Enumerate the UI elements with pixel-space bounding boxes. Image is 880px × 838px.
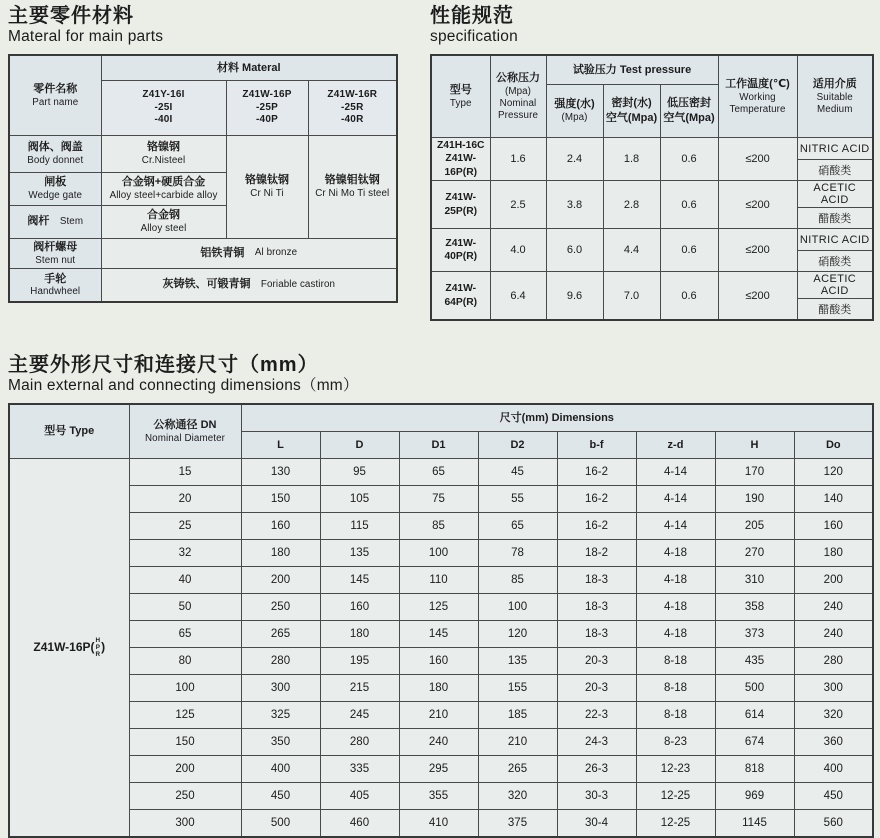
dims-type-header	[9, 404, 129, 459]
hdr-en: Suitable	[816, 91, 853, 103]
dims-group-header	[241, 404, 873, 432]
dimension-row	[9, 729, 873, 756]
dim-value: 360	[794, 729, 873, 756]
dn-value: 40	[129, 567, 241, 594]
dim-value: 265	[241, 621, 320, 648]
dim-value: 375	[478, 810, 557, 838]
dim-value: 100	[399, 540, 478, 567]
dn-value: 15	[129, 459, 241, 486]
nominal-value: 4.0	[490, 229, 546, 272]
dim-value: 4-18	[636, 621, 715, 648]
dims-body	[9, 459, 873, 838]
part-en: Stem nut	[35, 254, 76, 266]
part-zh: 阀杆	[27, 215, 50, 228]
variant-p: P	[95, 643, 100, 651]
mat-en: Foriable castiron	[260, 278, 336, 290]
mat-zh: 灰铸铁、可锻青铜	[162, 278, 251, 291]
spec-row-type	[431, 229, 490, 272]
dim-value: 205	[715, 513, 794, 540]
model-line: -40R	[341, 114, 364, 126]
col-header-L: L	[241, 432, 320, 459]
dim-value: 270	[715, 540, 794, 567]
mat-zh: 铬镍钛钢	[245, 174, 289, 187]
part-handwheel	[9, 269, 101, 303]
col-header-D: D	[320, 432, 399, 459]
part-stem	[9, 206, 101, 239]
dimension-row	[9, 783, 873, 810]
dim-value: 16-2	[557, 513, 636, 540]
dim-value: 1145	[715, 810, 794, 838]
dn-value: 50	[129, 594, 241, 621]
dim-value: 405	[320, 783, 399, 810]
dimensions-title-en: Main external and connecting dimensions（mm）	[8, 377, 359, 394]
dim-value: 500	[715, 675, 794, 702]
model-line: -25I	[154, 101, 173, 113]
spec-title	[430, 5, 872, 52]
nominal-value: 1.6	[490, 138, 546, 181]
model-header-z41w-p	[226, 81, 308, 136]
valve-type-cell	[9, 459, 129, 838]
dims-dn-header	[129, 404, 241, 459]
dim-value: 180	[320, 621, 399, 648]
dim-value: 145	[399, 621, 478, 648]
dim-value: 135	[478, 648, 557, 675]
dimensions-table	[8, 403, 874, 838]
strength-value: 3.8	[546, 181, 603, 229]
type-prefix: Z41W-16P(	[33, 640, 95, 655]
dim-value: 110	[399, 567, 478, 594]
low-seal-value: 0.6	[660, 181, 718, 229]
dim-value: 18-3	[557, 621, 636, 648]
mat-en: Cr Ni Ti	[250, 188, 284, 200]
dim-value: 240	[399, 729, 478, 756]
mat-en: Al bronze	[254, 247, 298, 259]
model-line: Z41W-16R	[327, 89, 378, 101]
hdr-en: Nominal	[499, 97, 537, 109]
hdr-en: Medium	[817, 103, 853, 115]
seal-water-air-header	[603, 85, 660, 138]
type-suffix: )	[101, 640, 106, 655]
working-temp-header	[718, 55, 797, 138]
low-seal-value: 0.6	[660, 138, 718, 181]
dim-value: 130	[241, 459, 320, 486]
nominal-value: 2.5	[490, 181, 546, 229]
dim-value: 18-3	[557, 567, 636, 594]
dimension-row	[9, 675, 873, 702]
dimension-row	[9, 513, 873, 540]
spec-section	[430, 5, 872, 321]
dn-value: 20	[129, 486, 241, 513]
dn-value: 125	[129, 702, 241, 729]
hdr-en: (Mpa)	[561, 112, 588, 124]
dimension-row	[9, 648, 873, 675]
material-cell-crniti	[226, 136, 308, 239]
dimension-row	[9, 486, 873, 513]
strength-value: 6.0	[546, 229, 603, 272]
hdr-en: Type	[449, 97, 472, 109]
dim-value: 12-23	[636, 756, 715, 783]
dim-value: 45	[478, 459, 557, 486]
dim-value: 310	[715, 567, 794, 594]
dim-value: 280	[794, 648, 873, 675]
hdr-en: Working	[739, 91, 776, 103]
mat-en: Alloy steel	[140, 223, 187, 235]
type-line: Z41W-40P(R)	[444, 237, 478, 262]
dim-value: 8-18	[636, 702, 715, 729]
dim-value: 8-23	[636, 729, 715, 756]
dim-value: 240	[794, 594, 873, 621]
dim-value: 320	[478, 783, 557, 810]
dim-value: 115	[320, 513, 399, 540]
type-line: Z41W-16P(R)	[444, 153, 478, 178]
hdr-en: Pressure	[497, 110, 538, 122]
dim-value: 969	[715, 783, 794, 810]
dim-value: 450	[241, 783, 320, 810]
dim-value: 240	[794, 621, 873, 648]
mat-en: Cr.Nisteel	[141, 155, 186, 167]
hdr-en: Nominal Diameter	[145, 432, 225, 444]
medium-zh: 硝酸类	[797, 160, 873, 181]
model-line: Z41Y-16I	[142, 89, 185, 101]
dim-value: 135	[320, 540, 399, 567]
dim-value: 18-3	[557, 594, 636, 621]
spec-row-type	[431, 272, 490, 321]
dimension-row	[9, 459, 873, 486]
dim-value: 85	[399, 513, 478, 540]
dimension-row	[9, 756, 873, 783]
mat-en: Cr Ni Mo Ti steel	[315, 188, 390, 200]
dim-value: 280	[241, 648, 320, 675]
part-en: Wedge gate	[28, 190, 83, 202]
medium-en: ACETIC ACID	[797, 181, 873, 208]
dim-value: 95	[320, 459, 399, 486]
part-en: Body donnet	[27, 155, 84, 167]
spec-title-en: specification	[430, 28, 518, 45]
part-zh: 闸板	[44, 176, 67, 189]
variant-h: H	[95, 636, 101, 644]
temp-value: ≤200	[718, 272, 797, 321]
dim-value: 674	[715, 729, 794, 756]
dim-value: 8-18	[636, 675, 715, 702]
dim-value: 265	[478, 756, 557, 783]
dim-value: 460	[320, 810, 399, 838]
type-variant-stack	[96, 637, 101, 659]
hdr-zh: 公称通径 DN	[153, 418, 217, 431]
dim-value: 350	[241, 729, 320, 756]
dim-value: 145	[320, 567, 399, 594]
test-pressure-header	[546, 55, 718, 85]
dim-value: 22-3	[557, 702, 636, 729]
hdr-zh: 密封(水)	[611, 97, 652, 110]
model-line: -40I	[154, 114, 173, 126]
dim-value: 20-3	[557, 675, 636, 702]
hdr-zh: 强度(水)	[554, 98, 595, 111]
dn-value: 32	[129, 540, 241, 567]
col-header-Do: Do	[794, 432, 873, 459]
mat-zh: 铬镍钢	[147, 141, 180, 154]
part-wedge-gate	[9, 173, 101, 206]
dim-value: 210	[399, 702, 478, 729]
top-section	[8, 5, 872, 321]
medium-en: NITRIC ACID	[797, 138, 873, 160]
dim-value: 100	[478, 594, 557, 621]
dimension-row	[9, 702, 873, 729]
dim-value: 55	[478, 486, 557, 513]
dim-value: 20-3	[557, 648, 636, 675]
model-line: -25P	[256, 101, 278, 113]
mat-zh: 合金钢	[147, 209, 180, 222]
dim-value: 300	[241, 675, 320, 702]
variant-r: R	[95, 651, 101, 659]
dim-value: 30-3	[557, 783, 636, 810]
model-line: -25R	[341, 101, 364, 113]
dim-value: 245	[320, 702, 399, 729]
dim-value: 280	[320, 729, 399, 756]
dimension-row	[9, 567, 873, 594]
dim-value: 614	[715, 702, 794, 729]
col-header-bf: b-f	[557, 432, 636, 459]
temp-value: ≤200	[718, 138, 797, 181]
part-zh: 阀杆螺母	[33, 241, 78, 253]
dim-value: 78	[478, 540, 557, 567]
dim-value: 4-14	[636, 486, 715, 513]
part-en: Handwheel	[30, 286, 81, 298]
medium-zh: 醋酸类	[797, 299, 873, 321]
strength-water-header	[546, 85, 603, 138]
col-header-zd: z-d	[636, 432, 715, 459]
dim-value: 160	[320, 594, 399, 621]
dimensions-title-zh: 主要外形尺寸和连接尺寸（mm）	[8, 354, 319, 376]
dim-value: 4-18	[636, 540, 715, 567]
hdr-zh: 空气(Mpa)	[663, 112, 715, 124]
mat-en: Alloy steel+carbide alloy	[109, 190, 218, 202]
dim-value: 180	[794, 540, 873, 567]
dim-value: 120	[794, 459, 873, 486]
strength-value: 9.6	[546, 272, 603, 321]
dim-value: 30-4	[557, 810, 636, 838]
dim-value: 210	[478, 729, 557, 756]
spec-row-type	[431, 181, 490, 229]
dim-value: 200	[241, 567, 320, 594]
dim-value: 195	[320, 648, 399, 675]
hdr-zh: 型号	[449, 83, 472, 96]
col-header-H: H	[715, 432, 794, 459]
low-seal-value: 0.6	[660, 272, 718, 321]
type-line: Z41W-25P(R)	[444, 192, 478, 217]
dimension-row	[9, 540, 873, 567]
material-group-header	[101, 55, 397, 81]
dim-value: 16-2	[557, 459, 636, 486]
part-zh: 阀体、阀盖	[27, 141, 83, 154]
dimension-row	[9, 810, 873, 838]
hdr-zh: 型号 Type	[44, 425, 95, 438]
type-line: Z41H-16C	[437, 139, 485, 151]
dim-value: 295	[399, 756, 478, 783]
hdr-zh: 工作温度(℃)	[725, 77, 790, 90]
dimensions-title	[8, 354, 872, 401]
dim-value: 160	[794, 513, 873, 540]
dim-value: 4-14	[636, 513, 715, 540]
part-name-zh: 零件名称	[33, 82, 78, 95]
dn-value: 80	[129, 648, 241, 675]
mat-zh: 合金钢+硬质合金	[121, 176, 206, 189]
dim-value: 140	[794, 486, 873, 513]
dim-value: 373	[715, 621, 794, 648]
model-header-z41w-r	[308, 81, 397, 136]
dim-value: 65	[399, 459, 478, 486]
dim-value: 18-2	[557, 540, 636, 567]
seal-value: 2.8	[603, 181, 660, 229]
dn-value: 65	[129, 621, 241, 648]
dim-value: 4-18	[636, 567, 715, 594]
dim-value: 335	[320, 756, 399, 783]
mat-zh: 铝铁青铜	[200, 246, 245, 259]
seal-value: 4.4	[603, 229, 660, 272]
spec-table	[430, 54, 874, 321]
dim-value: 12-25	[636, 810, 715, 838]
dim-value: 125	[399, 594, 478, 621]
dim-value: 170	[715, 459, 794, 486]
hdr-zh: 试验压力 Test pressure	[572, 63, 692, 76]
material-cell	[101, 206, 226, 239]
medium-zh: 醋酸类	[797, 208, 873, 229]
hdr-zh: 空气(Mpa)	[605, 112, 658, 124]
part-name-header	[9, 55, 101, 136]
dim-value: 400	[241, 756, 320, 783]
hdr-zh: 尺寸(mm) Dimensions	[499, 411, 614, 424]
model-line: -40P	[256, 114, 278, 126]
temp-value: ≤200	[718, 181, 797, 229]
dim-value: 190	[715, 486, 794, 513]
dn-value: 250	[129, 783, 241, 810]
dim-value: 818	[715, 756, 794, 783]
temp-value: ≤200	[718, 229, 797, 272]
dim-value: 355	[399, 783, 478, 810]
dim-value: 250	[241, 594, 320, 621]
hdr-en: Temperature	[729, 103, 786, 115]
suitable-medium-header	[797, 55, 873, 138]
medium-en: ACETIC ACID	[797, 272, 873, 299]
spec-row-type	[431, 138, 490, 181]
dn-value: 300	[129, 810, 241, 838]
material-cell-al-bronze	[101, 239, 397, 269]
material-cell	[101, 136, 226, 173]
dim-value: 435	[715, 648, 794, 675]
type-line: Z41W-64P(R)	[444, 283, 478, 308]
material-cell-crnimoti	[308, 136, 397, 239]
part-stem-nut	[9, 239, 101, 269]
hdr-zh: 适用介质	[812, 77, 857, 90]
dim-value: 410	[399, 810, 478, 838]
nominal-pressure-header	[490, 55, 546, 138]
part-zh: 手轮	[44, 272, 67, 285]
dim-value: 325	[241, 702, 320, 729]
dn-value: 25	[129, 513, 241, 540]
mat-zh: 铬镍钼钛钢	[324, 174, 380, 187]
dim-value: 215	[320, 675, 399, 702]
dn-value: 200	[129, 756, 241, 783]
material-group-label: 材料 Materal	[216, 61, 281, 74]
part-name-en: Part name	[32, 96, 79, 108]
dim-value: 75	[399, 486, 478, 513]
hdr-zh: 低压密封	[667, 97, 711, 110]
dim-value: 200	[794, 567, 873, 594]
spec-type-header	[431, 55, 490, 138]
dim-value: 16-2	[557, 486, 636, 513]
nominal-value: 6.4	[490, 272, 546, 321]
dim-value: 65	[478, 513, 557, 540]
col-header-D2: D2	[478, 432, 557, 459]
dim-value: 26-3	[557, 756, 636, 783]
spec-title-zh: 性能规范	[430, 5, 514, 27]
dim-value: 560	[794, 810, 873, 838]
materials-title	[8, 5, 396, 52]
dim-value: 24-3	[557, 729, 636, 756]
strength-value: 2.4	[546, 138, 603, 181]
dimensions-section	[8, 354, 872, 838]
dim-value: 185	[478, 702, 557, 729]
materials-title-en: Materal for main parts	[8, 28, 164, 45]
part-en: Stem	[59, 215, 84, 227]
seal-value: 1.8	[603, 138, 660, 181]
dim-value: 105	[320, 486, 399, 513]
medium-zh: 硝酸类	[797, 251, 873, 272]
low-seal-value: 0.6	[660, 229, 718, 272]
dim-value: 4-18	[636, 594, 715, 621]
dimension-row	[9, 594, 873, 621]
dim-value: 150	[241, 486, 320, 513]
model-header-z41y	[101, 81, 226, 136]
dim-value: 120	[478, 621, 557, 648]
dim-value: 12-25	[636, 783, 715, 810]
dim-value: 180	[241, 540, 320, 567]
hdr-zh: 公称压力	[496, 71, 540, 84]
materials-section	[8, 5, 396, 303]
part-body-bonnet	[9, 136, 101, 173]
dim-value: 450	[794, 783, 873, 810]
low-pressure-seal-header	[660, 85, 718, 138]
dim-value: 160	[399, 648, 478, 675]
dim-value: 155	[478, 675, 557, 702]
model-line: Z41W-16P	[242, 89, 292, 101]
hdr-en: (Mpa)	[504, 85, 532, 97]
dim-value: 4-14	[636, 459, 715, 486]
dim-value: 8-18	[636, 648, 715, 675]
medium-en: NITRIC ACID	[797, 229, 873, 251]
dim-value: 500	[241, 810, 320, 838]
dn-value: 150	[129, 729, 241, 756]
dim-value: 358	[715, 594, 794, 621]
dim-value: 320	[794, 702, 873, 729]
dn-value: 100	[129, 675, 241, 702]
materials-title-zh: 主要零件材料	[8, 5, 134, 27]
materials-table	[8, 54, 398, 303]
material-cell	[101, 173, 226, 206]
dim-value: 85	[478, 567, 557, 594]
dim-value: 300	[794, 675, 873, 702]
material-cell-castiron	[101, 269, 397, 303]
dim-value: 400	[794, 756, 873, 783]
dimension-row	[9, 621, 873, 648]
seal-value: 7.0	[603, 272, 660, 321]
col-header-D1: D1	[399, 432, 478, 459]
dim-value: 180	[399, 675, 478, 702]
dim-value: 160	[241, 513, 320, 540]
valve-type-label	[33, 637, 105, 659]
